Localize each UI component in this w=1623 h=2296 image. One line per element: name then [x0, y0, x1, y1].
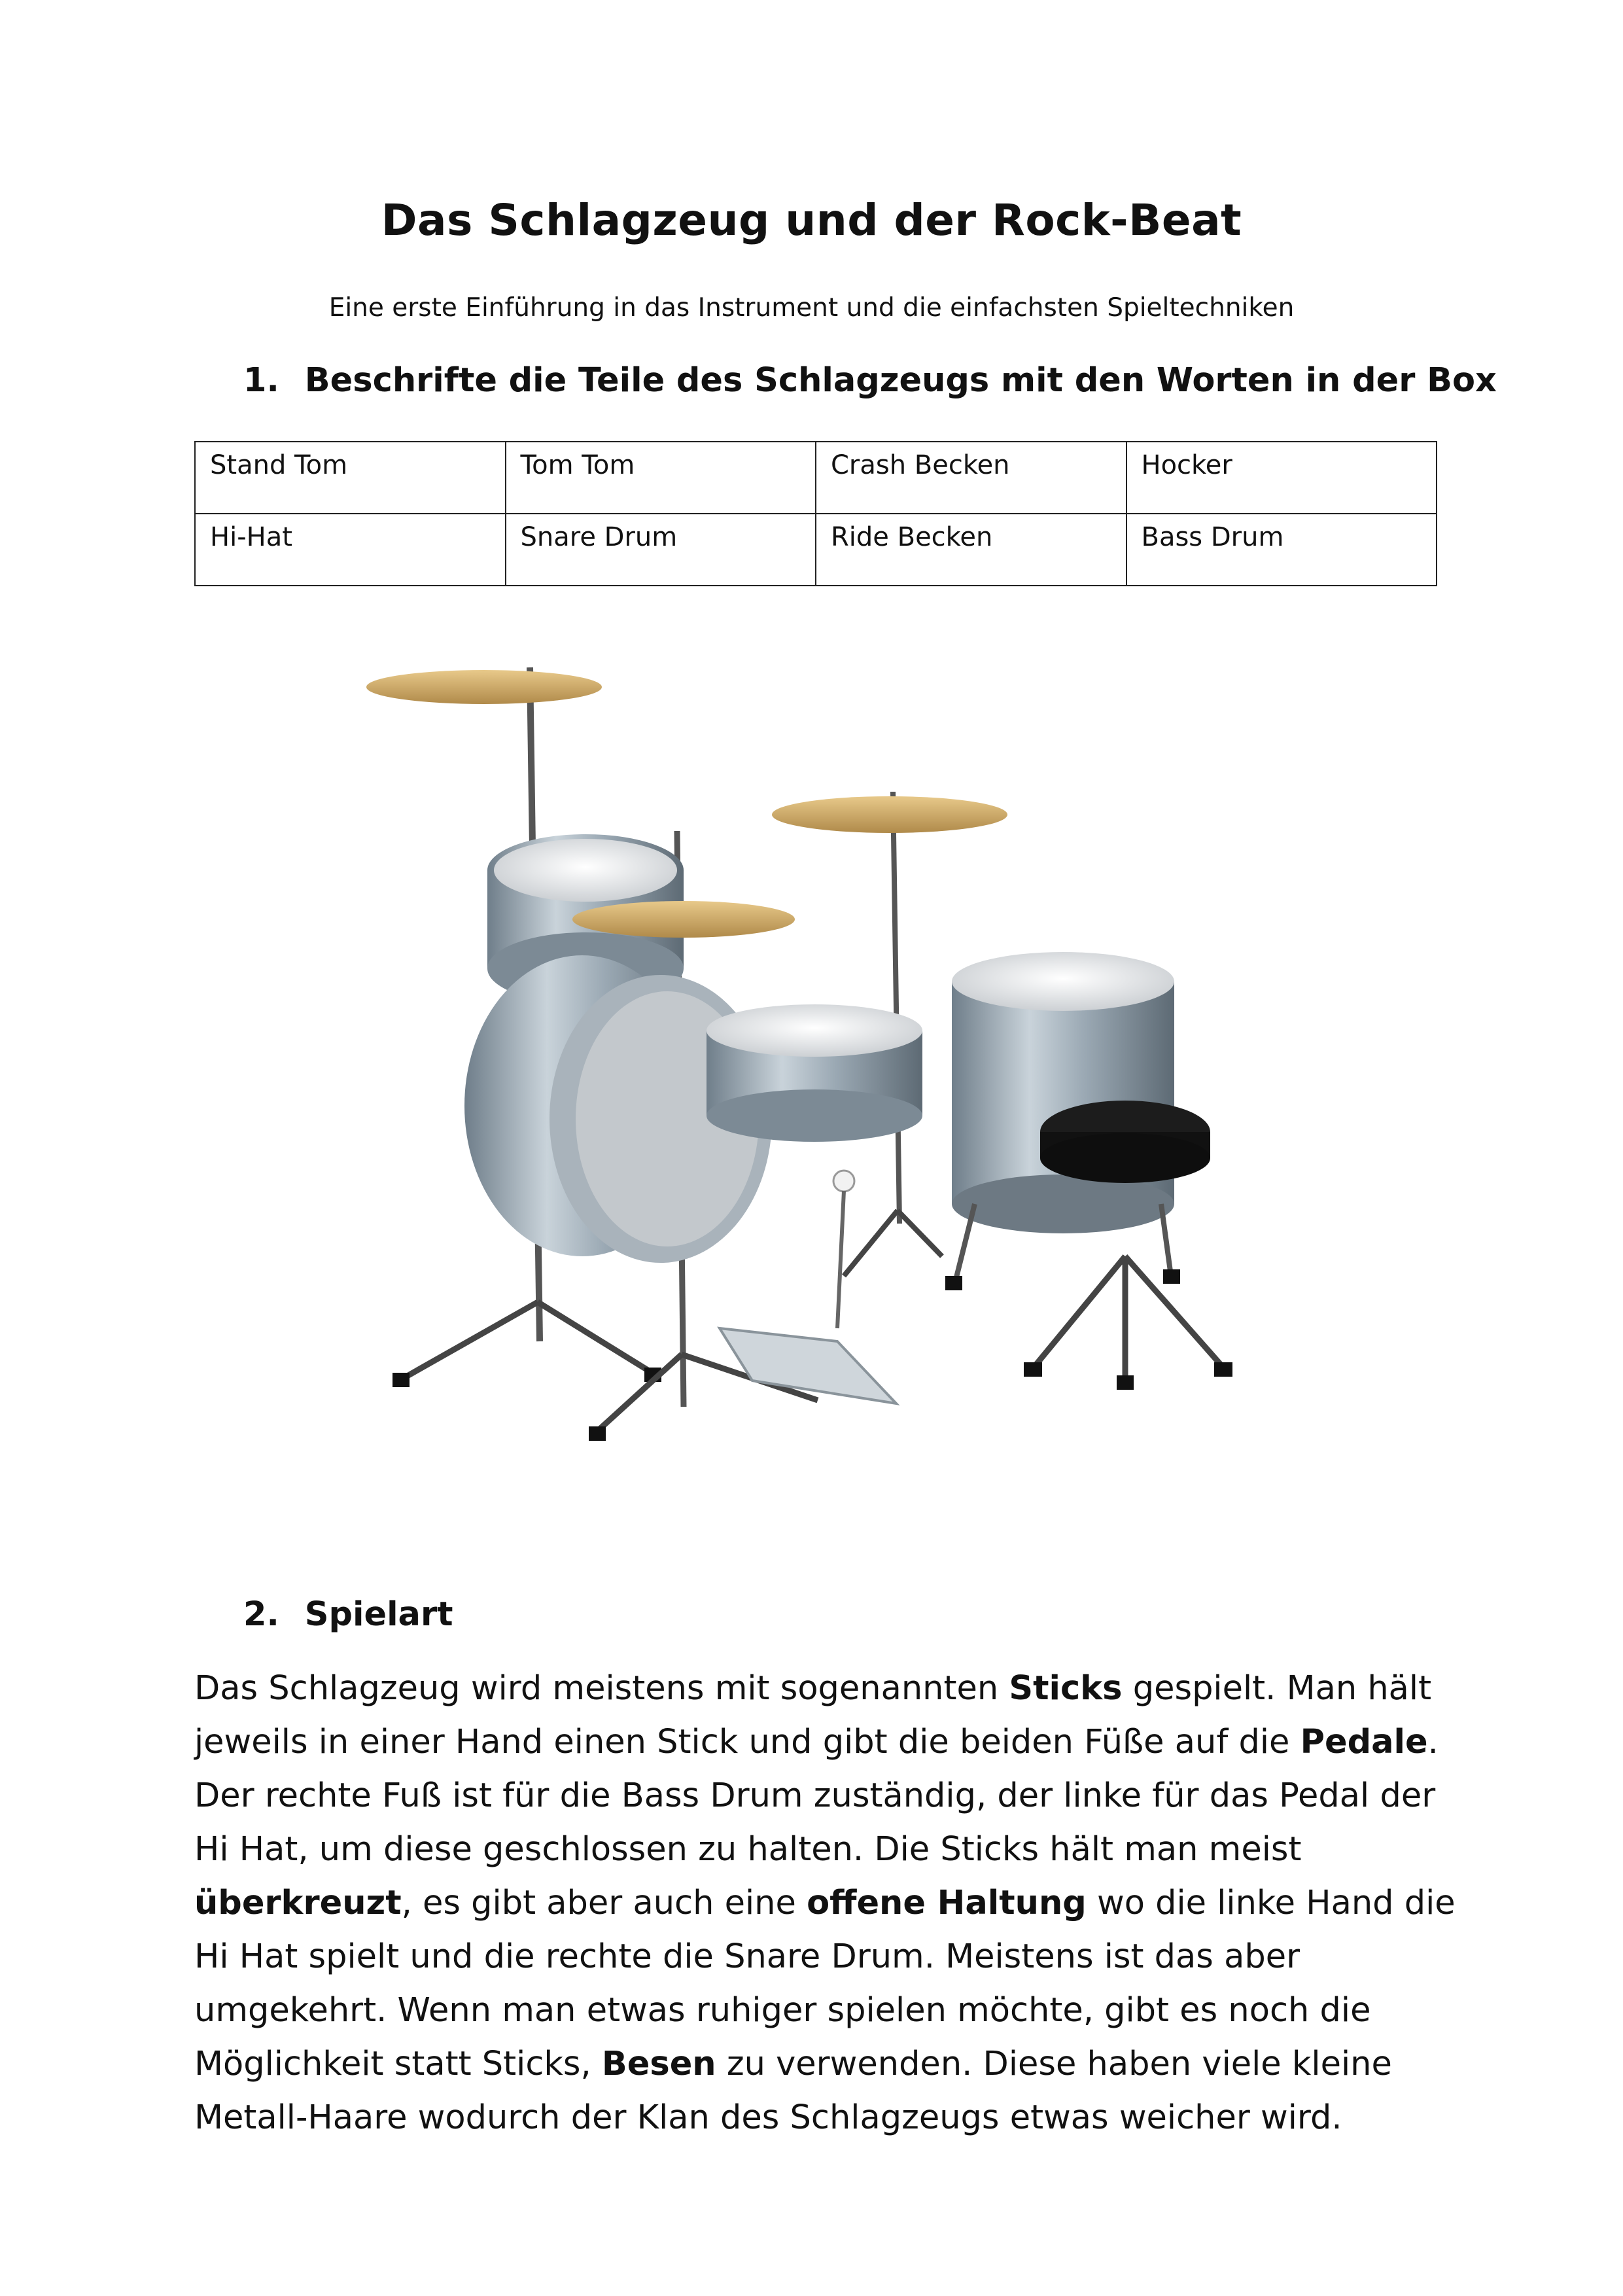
- paragraph-text: , es gibt aber auch eine: [401, 1884, 807, 1922]
- paragraph-text: Das Schlagzeug wird meistens mit sogenannten: [194, 1669, 1009, 1708]
- word-box-cell: Hocker: [1126, 442, 1437, 514]
- section-2-heading: [243, 1595, 453, 1634]
- crash-cymbal-top: [366, 670, 602, 704]
- section-1-heading: [243, 361, 1497, 400]
- drum-kit-illustration: [366, 648, 1256, 1479]
- word-box-cell: Snare Drum: [506, 514, 816, 586]
- bold-term: Sticks: [1009, 1669, 1123, 1708]
- word-box-cell: Hi-Hat: [195, 514, 506, 586]
- word-box-row: [195, 442, 1437, 514]
- bold-term: überkreuzt: [194, 1884, 402, 1922]
- paragraph-text: gespielt. Man hält jeweils in einer Hand einen Stick und gibt die beiden Füße auf die: [194, 1669, 1432, 1761]
- playing-technique-paragraph: [194, 1662, 1470, 2145]
- section-2-number: 2.: [243, 1595, 279, 1634]
- drum-throne: [1024, 1101, 1232, 1390]
- section-2-title: Spielart: [304, 1595, 453, 1634]
- paragraph-text: wo die linke Hand die Hi Hat spielt und die rechte die Snare Drum. Meistens ist das aber umgekehrt. Wenn man etwas ruhiger spielen möchte, gibt es noch die Möglichkeit statt Sticks,: [194, 1884, 1456, 2083]
- hi-hat-cymbal: [572, 901, 795, 938]
- word-box-row: [195, 514, 1437, 586]
- word-box-cell: Crash Becken: [816, 442, 1126, 514]
- paragraph-text: zu verwenden. Diese haben viele kleine Metall-Haare wodurch der Klan des Schlagzeugs etwas weicher wird.: [194, 2045, 1392, 2137]
- word-box-cell: Stand Tom: [195, 442, 506, 514]
- section-1-title: Beschrifte die Teile des Schlagzeugs mit den Worten in der Box: [304, 361, 1497, 400]
- word-box-cell: Tom Tom: [506, 442, 816, 514]
- word-box-cell: Ride Becken: [816, 514, 1126, 586]
- bold-term: offene Haltung: [807, 1884, 1087, 1922]
- page-subtitle: Eine erste Einführung in das Instrument und die einfachsten Spieltechniken: [328, 293, 1295, 323]
- snare-drum: [707, 1004, 922, 1142]
- bold-term: Pedale: [1300, 1723, 1428, 1761]
- section-1-number: 1.: [243, 361, 279, 400]
- word-box-cell: Bass Drum: [1126, 514, 1437, 586]
- page-title: Das Schlagzeug und der Rock-Beat: [381, 195, 1242, 245]
- paragraph-text: . Der rechte Fuß ist für die Bass Drum zuständig, der linke für das Pedal der Hi Hat, um diese geschlossen zu halten. Die Sticks hält man meist: [194, 1723, 1439, 1869]
- word-box-table: [194, 441, 1437, 586]
- bold-term: Besen: [601, 2045, 716, 2083]
- ride-cymbal: [772, 796, 1007, 833]
